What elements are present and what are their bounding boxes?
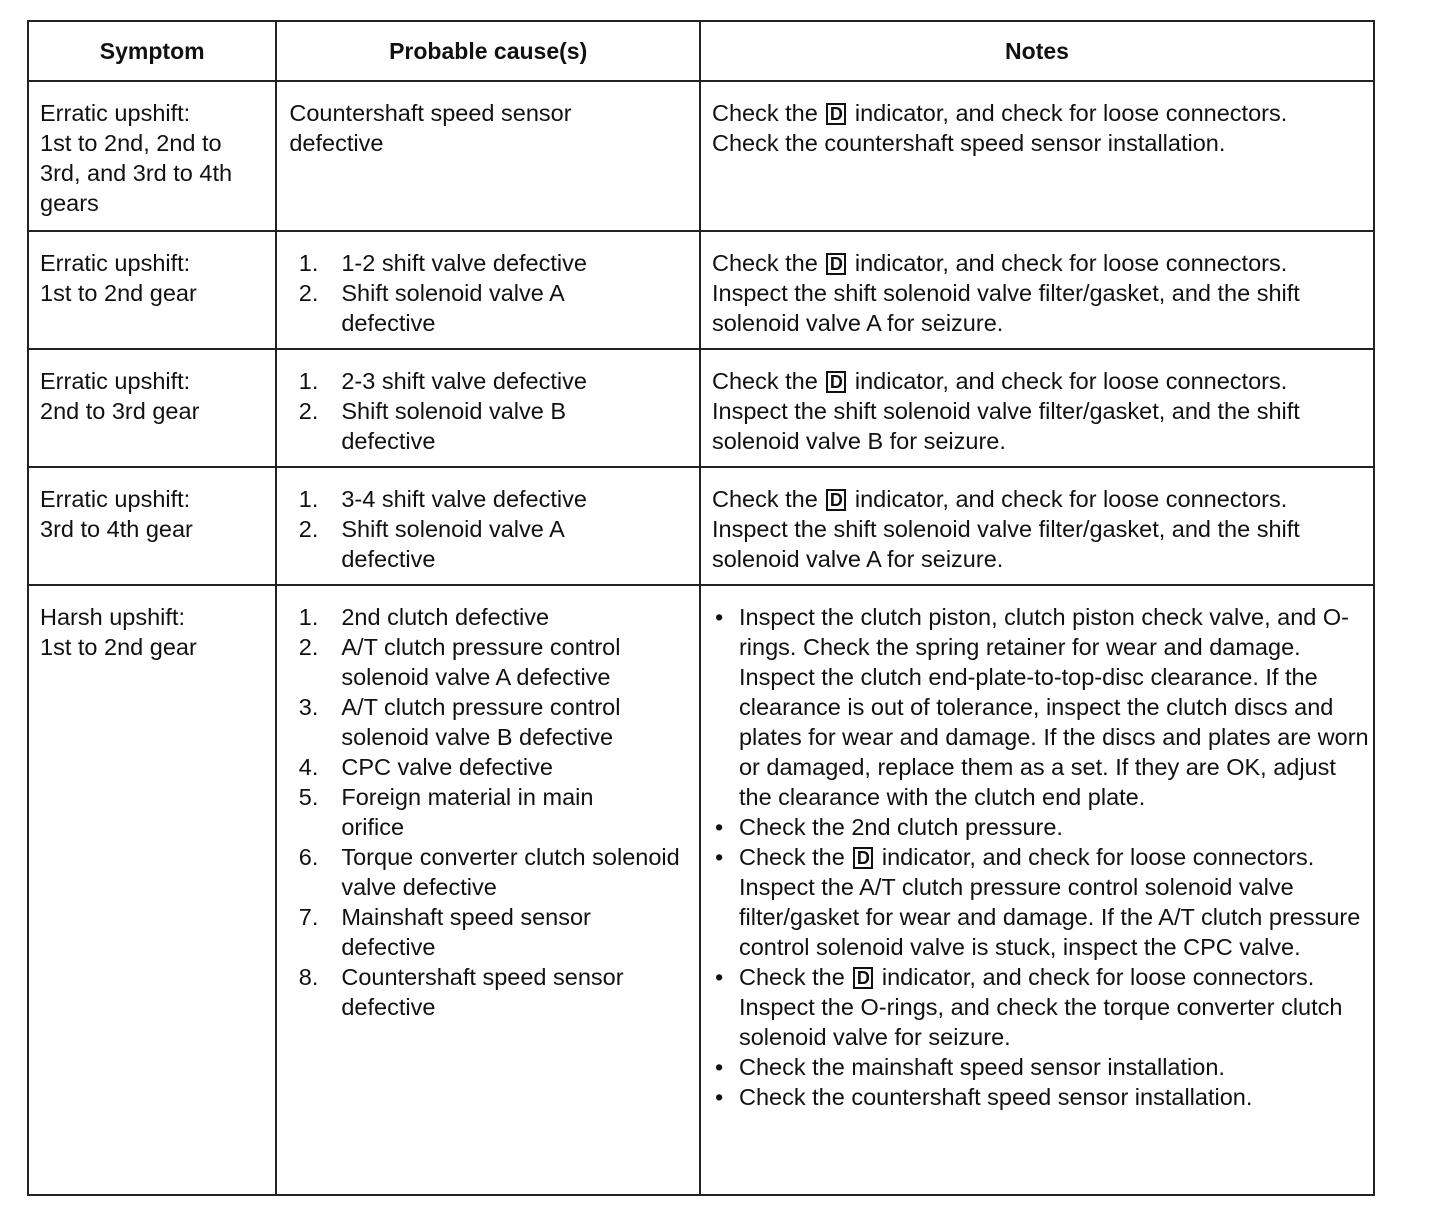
symptom-line: 3rd, and 3rd to 4th (40, 160, 233, 186)
cause-text: Countershaft speed sensor defective (289, 100, 572, 156)
notes-text: Inspect the shift solenoid valve filter/gasket, and the shift solenoid valve A for seizure. (711, 516, 1300, 572)
item-number: 1 . (277, 602, 341, 632)
list-item (277, 752, 691, 782)
table-row (28, 585, 1374, 1195)
table-row (28, 467, 1374, 585)
item-number: 1 . (277, 484, 341, 514)
symptom-line: Erratic upshift: (40, 250, 191, 276)
d-indicator-icon: D (826, 489, 846, 511)
table-row (28, 231, 1374, 349)
symptom-line: 1st to 2nd gear (40, 634, 197, 660)
bullet-icon: • (714, 1084, 724, 1110)
troubleshooting-table (27, 20, 1375, 1196)
symptom-line: 1st to 2nd gear (40, 280, 197, 306)
d-indicator-icon: D (826, 371, 846, 393)
item-text: CPC valve defective (341, 754, 553, 780)
notes-text: Check the (711, 368, 818, 394)
cause-list (277, 350, 699, 466)
list-item (715, 1052, 1369, 1082)
item-number: 5 . (277, 782, 341, 842)
table-row (28, 349, 1374, 467)
d-indicator-icon: D (826, 103, 846, 125)
item-text: Check the (738, 844, 845, 870)
symptom-line: 3rd to 4th gear (40, 516, 193, 542)
bullet-icon: • (714, 964, 724, 990)
item-text: Countershaft speed sensor defective (341, 964, 624, 1020)
notes-text: Inspect the shift solenoid valve filter/gasket, and the shift solenoid valve A for seizure. (711, 280, 1300, 336)
notes-cell (700, 349, 1374, 467)
symptom-line: 2nd to 3rd gear (40, 398, 200, 424)
list-item (277, 962, 691, 1022)
item-text: Check the countershaft speed sensor installation. (738, 1084, 1253, 1110)
item-number: 2 . (277, 278, 341, 338)
item-number: 1 . (277, 248, 341, 278)
header-notes: Notes (700, 21, 1374, 81)
cause-cell (276, 349, 700, 467)
notes-cell (700, 81, 1374, 231)
item-number: 3 . (277, 692, 341, 752)
header-symptom: Symptom (28, 21, 276, 81)
list-item (277, 514, 691, 574)
item-number: 2 . (277, 514, 341, 574)
item-number: 2 . (277, 632, 341, 692)
item-text: Shift solenoid valve B defective (341, 398, 567, 454)
list-item (715, 842, 1369, 962)
item-text: Check the mainshaft speed sensor installation. (738, 1054, 1225, 1080)
list-item (715, 812, 1369, 842)
d-indicator-icon: D (826, 253, 846, 275)
d-indicator-icon: D (853, 847, 873, 869)
symptom-line: gears (40, 190, 99, 216)
table-row (28, 81, 1374, 231)
item-text: 3-4 shift valve defective (341, 486, 587, 512)
list-item (277, 484, 691, 514)
notes-text: indicator, and check for loose connectors. (854, 100, 1288, 126)
cause-cell (276, 231, 700, 349)
list-item (277, 692, 691, 752)
item-number: 2 . (277, 396, 341, 456)
item-text: A/T clutch pressure control solenoid valve B defective (341, 694, 621, 750)
item-number: 1 . (277, 366, 341, 396)
item-text: Mainshaft speed sensor defective (341, 904, 591, 960)
list-item (277, 248, 691, 278)
symptom-line: Erratic upshift: (40, 486, 191, 512)
notes-text: Check the (711, 486, 818, 512)
notes-text: Check the countershaft speed sensor installation. (711, 130, 1226, 156)
notes-text: Check the (711, 250, 818, 276)
list-item (277, 782, 691, 842)
item-text: Torque converter clutch solenoid valve defective (341, 844, 680, 900)
item-text: Check the (738, 964, 845, 990)
symptom-line: Erratic upshift: (40, 368, 191, 394)
item-text: Shift solenoid valve A defective (341, 280, 564, 336)
cause-cell (276, 467, 700, 585)
item-text: Check the 2nd clutch pressure. (738, 814, 1063, 840)
item-text: 2-3 shift valve defective (341, 368, 587, 394)
cause-list (277, 232, 699, 348)
item-text: indicator, and check for loose connectors. Inspect the O-rings, and check the torque converter clutch solenoid valve for seizure. (738, 964, 1343, 1050)
notes-text: Inspect the shift solenoid valve filter/gasket, and the shift solenoid valve B for seizure. (711, 398, 1300, 454)
symptom-cell (28, 231, 276, 349)
list-item (277, 366, 691, 396)
notes-bullet-list (701, 586, 1373, 1122)
bullet-icon: • (714, 844, 724, 870)
symptom-cell (28, 349, 276, 467)
notes-text: indicator, and check for loose connectors. (854, 250, 1288, 276)
item-number: 4 . (277, 752, 341, 782)
list-item (715, 602, 1369, 812)
list-item (715, 1082, 1369, 1112)
item-text: Shift solenoid valve A defective (341, 516, 564, 572)
symptom-cell (28, 467, 276, 585)
cause-cell (276, 81, 700, 231)
list-item (715, 962, 1369, 1052)
symptom-cell (28, 81, 276, 231)
list-item (277, 396, 691, 456)
notes-text: indicator, and check for loose connectors. (854, 486, 1288, 512)
notes-text: Check the (711, 100, 818, 126)
item-text: indicator, and check for loose connectors. Inspect the A/T clutch pressure control solenoid valve filter/gasket for wear and damage. If the A/T clutch pressure control solenoid valve is stuck, inspect the CPC valve. (738, 844, 1361, 960)
item-number: 7 . (277, 902, 341, 962)
list-item (277, 602, 691, 632)
cause-list (277, 586, 699, 1032)
symptom-line: Harsh upshift: (40, 604, 185, 630)
item-number: 8 . (277, 962, 341, 1022)
symptom-line: Erratic upshift: (40, 100, 191, 126)
symptom-line: 1st to 2nd, 2nd to (40, 130, 222, 156)
notes-text: indicator, and check for loose connectors. (854, 368, 1288, 394)
list-item (277, 632, 691, 692)
item-text: A/T clutch pressure control solenoid valve A defective (341, 634, 621, 690)
notes-cell (700, 231, 1374, 349)
bullet-icon: • (714, 1054, 724, 1080)
header-row (28, 21, 1374, 81)
bullet-icon: • (714, 604, 724, 630)
item-text: 2nd clutch defective (341, 604, 550, 630)
notes-cell (700, 467, 1374, 585)
notes-cell (700, 585, 1374, 1195)
d-indicator-icon: D (853, 967, 873, 989)
item-text: Inspect the clutch piston, clutch piston check valve, and O-rings. Check the spring retainer for wear and damage. Inspect the clutch end-plate-to-top-disc clearance. If the clearance is out of tolerance, inspect the clutch discs and plates for wear and damage. If the discs and plates are worn or damaged, replace them as a set. If they are OK, adjust the clearance with the clutch end plate. (738, 604, 1369, 810)
cause-list (277, 468, 699, 584)
bullet-icon: • (714, 814, 724, 840)
item-text: 1-2 shift valve defective (341, 250, 587, 276)
header-probable-causes: Probable cause(s) (276, 21, 700, 81)
cause-cell (276, 585, 700, 1195)
list-item (277, 842, 691, 902)
symptom-cell (28, 585, 276, 1195)
item-number: 6 . (277, 842, 341, 902)
list-item (277, 278, 691, 338)
list-item (277, 902, 691, 962)
item-text: Foreign material in main orifice (341, 784, 594, 840)
